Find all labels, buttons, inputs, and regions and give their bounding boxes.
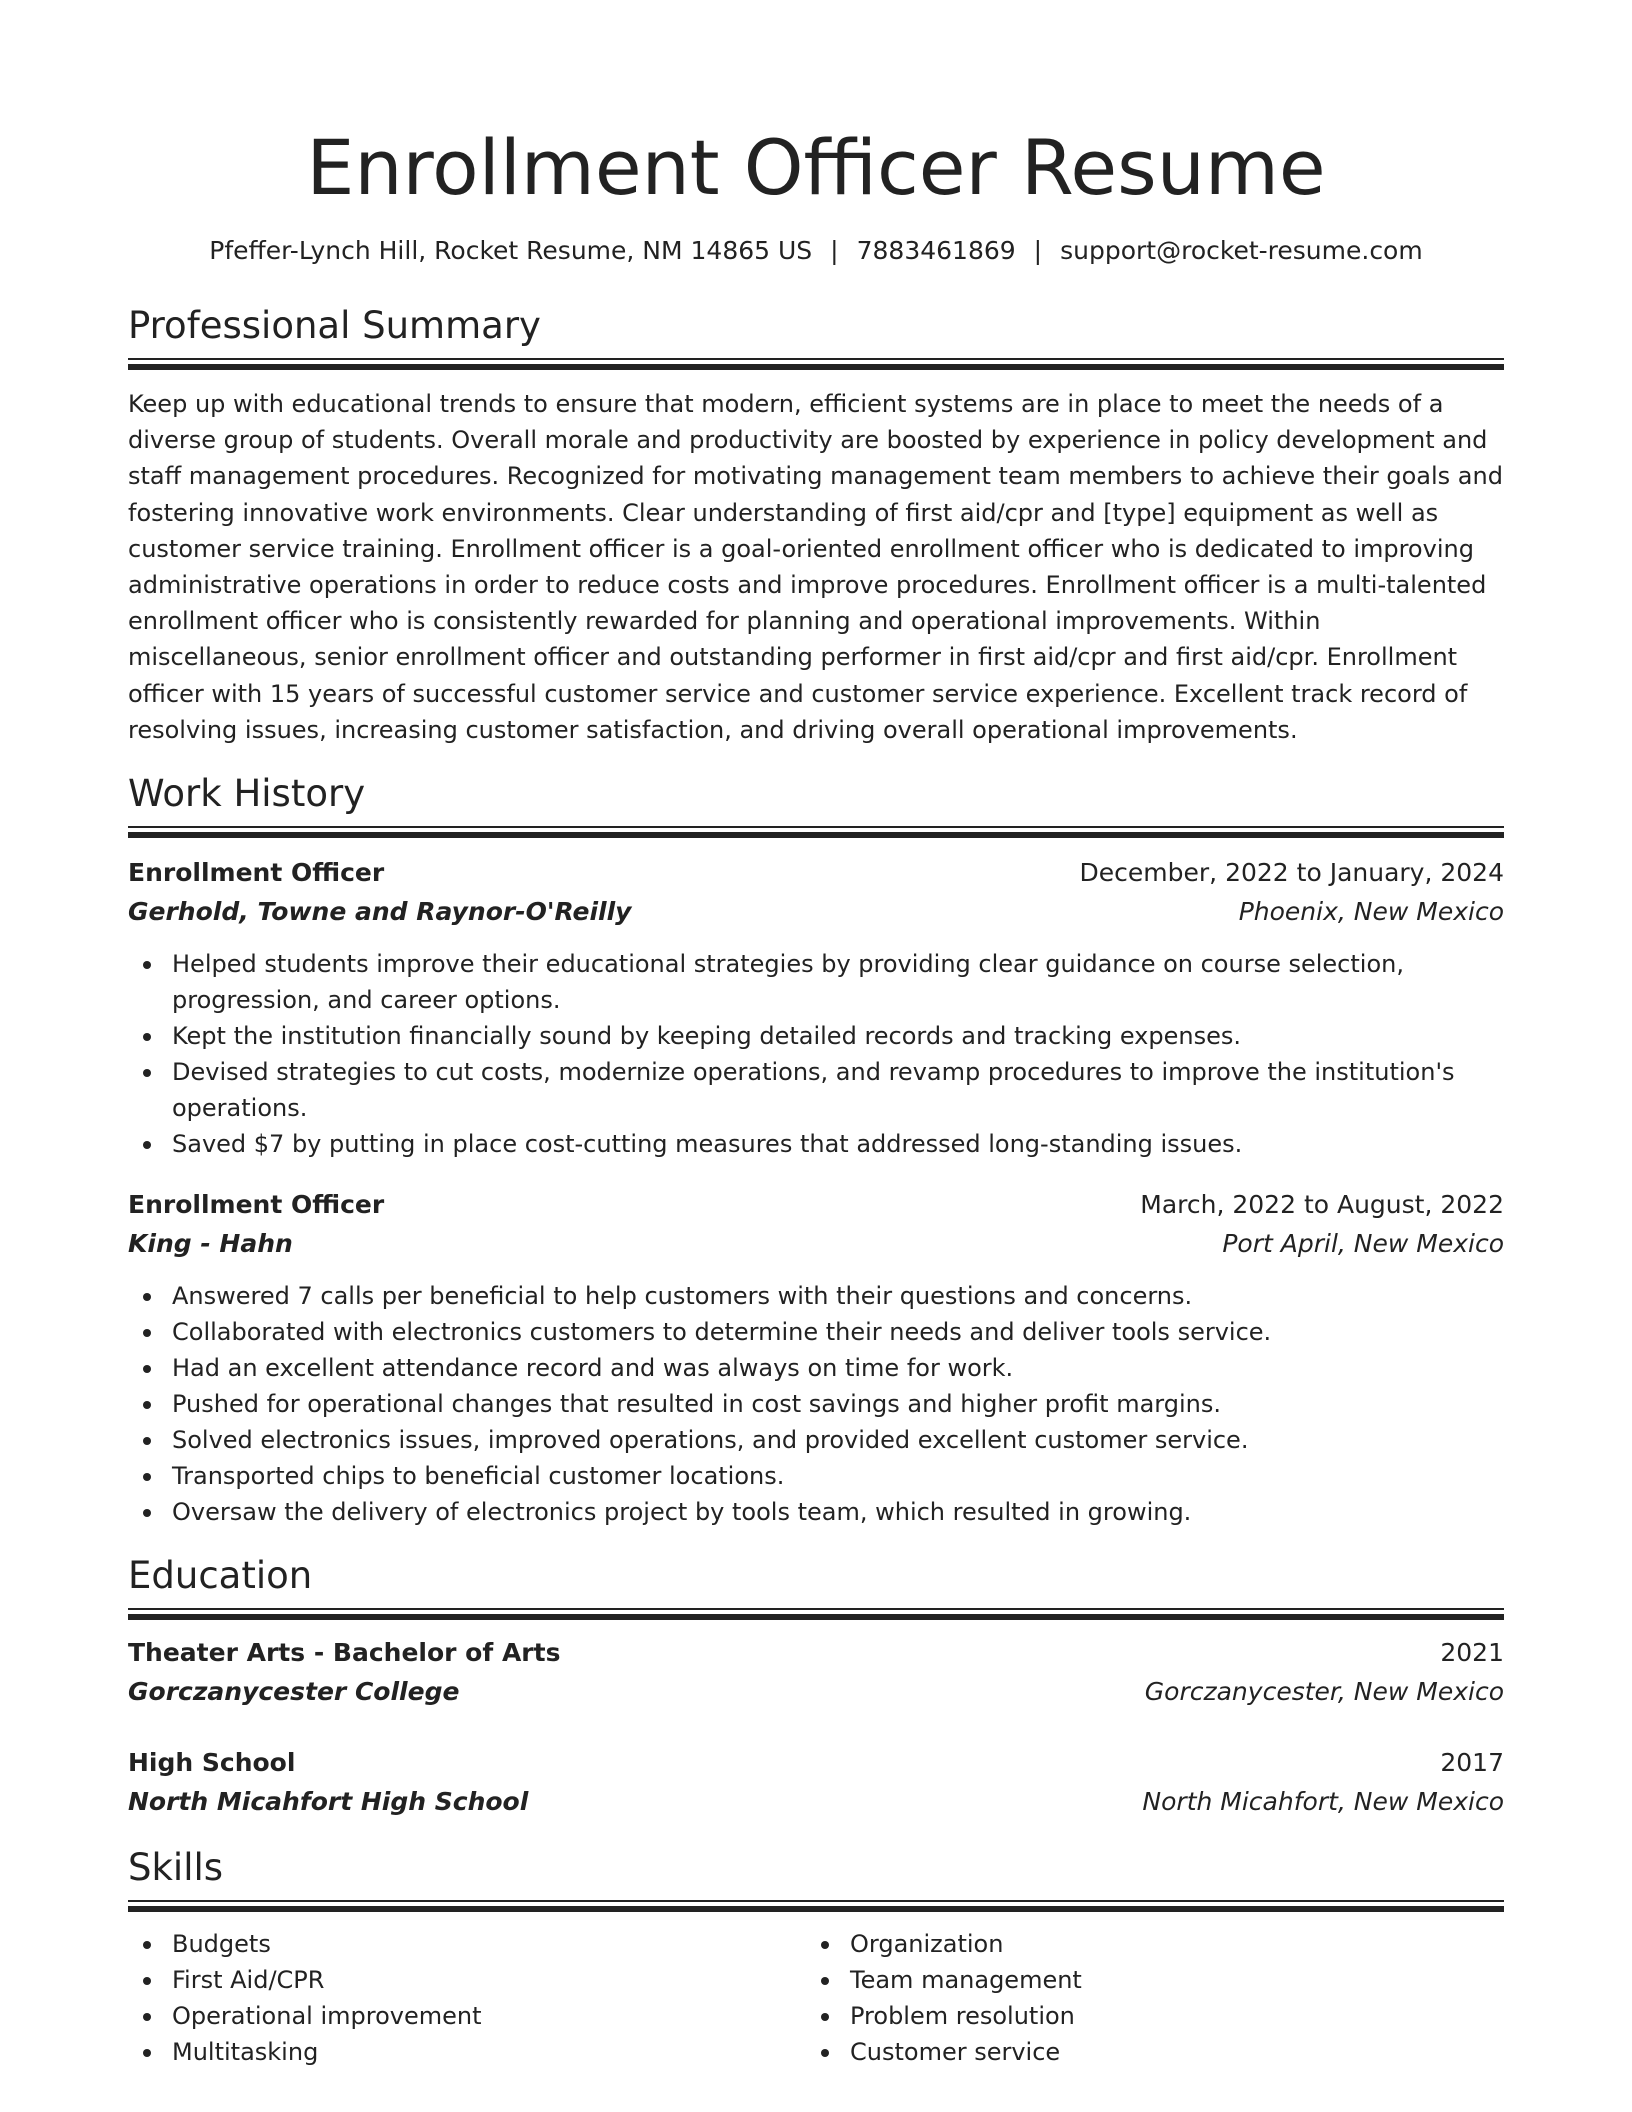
skill-item: Organization xyxy=(850,1926,1484,1962)
job-bullet: Saved $7 by putting in place cost-cutting measures that addressed long-standing issues. xyxy=(172,1126,1504,1162)
job-title: Enrollment Officer xyxy=(128,858,385,888)
section-divider xyxy=(128,358,1504,370)
job-header xyxy=(128,1186,1504,1224)
section-divider xyxy=(128,1608,1504,1620)
skills-column-left xyxy=(128,1926,806,2070)
education-school: Gorczanycester College xyxy=(128,1677,460,1707)
contact-line xyxy=(128,234,1504,268)
skills-heading: Skills xyxy=(128,1846,224,1890)
contact-separator: | xyxy=(830,236,839,265)
summary-text: Keep up with educational trends to ensure that modern, efficient systems are in place to meet the needs of a diverse group of students. Overall morale and productivity are boosted by experience in policy development and staff management procedures. Recognized for motivating management team members to achieve their goals and fostering innovative work environments. Clear understanding of first aid/cpr and [type] equipment as well as customer service training. Enrollment officer is a goal-oriented enrollment officer who is dedicated to improving administrative operations in order to reduce costs and improve procedures. Enrollment officer is a multi-talented enrollment officer who is consistently rewarded for planning and operational improvements. Within miscellaneous, senior enrollment officer and outstanding performer in first aid/cpr and first aid/cpr. Enrollment officer with 15 years of successful customer service and customer service experience. Excellent track record of resolving issues, increasing customer satisfaction, and driving overall operational improvements. xyxy=(128,390,1503,744)
section-divider xyxy=(128,826,1504,838)
education-subheader xyxy=(128,1782,1504,1822)
job-bullet: Devised strategies to cut costs, modernize operations, and revamp procedures to improve the institution's operations. xyxy=(172,1054,1504,1126)
job-bullets xyxy=(128,1278,1504,1530)
job-dates: December, 2022 to January, 2024 xyxy=(1079,858,1504,888)
job-bullet: Oversaw the delivery of electronics project by tools team, which resulted in growing. xyxy=(172,1494,1504,1530)
contact-address: Pfeffer-Lynch Hill, Rocket Resume, NM 14865 US xyxy=(209,236,813,265)
resume-page xyxy=(128,0,1504,2070)
education-location: Gorczanycester, New Mexico xyxy=(1144,1677,1504,1707)
education-section xyxy=(128,1552,1504,1822)
skill-item: Budgets xyxy=(172,1926,806,1962)
education-heading: Education xyxy=(128,1554,313,1598)
summary-heading: Professional Summary xyxy=(128,304,541,347)
contact-separator: | xyxy=(1033,236,1043,265)
job-header xyxy=(128,854,1504,892)
job-bullet: Transported chips to beneficial customer locations. xyxy=(172,1458,1504,1494)
job-subheader xyxy=(128,1224,1504,1264)
skills-columns xyxy=(128,1926,1504,2070)
education-degree: High School xyxy=(128,1748,296,1778)
skills-list xyxy=(806,1926,1484,2070)
job-location: Port April, New Mexico xyxy=(1222,1229,1504,1259)
job-bullet: Helped students improve their educational strategies by providing clear guidance on course selection, progression, and career options. xyxy=(172,946,1504,1018)
skill-item: First Aid/CPR xyxy=(172,1962,806,1998)
job-subheader xyxy=(128,892,1504,932)
job-company: Gerhold, Towne and Raynor-O'Reilly xyxy=(128,897,632,927)
job-bullet: Answered 7 calls per beneficial to help customers with their questions and concerns. xyxy=(172,1278,1504,1314)
contact-phone: 7883461869 xyxy=(856,236,1016,265)
education-header xyxy=(128,1634,1504,1672)
education-subheader xyxy=(128,1672,1504,1712)
job-location: Phoenix, New Mexico xyxy=(1238,897,1504,927)
job-bullet: Kept the institution financially sound by keeping detailed records and tracking expenses. xyxy=(172,1018,1504,1054)
job-bullet: Solved electronics issues, improved operations, and provided excellent customer service. xyxy=(172,1422,1504,1458)
resume-title: Enrollment Officer Resume xyxy=(306,123,1326,212)
job-title: Enrollment Officer xyxy=(128,1190,385,1220)
job-company: King - Hahn xyxy=(128,1229,293,1259)
education-year: 2017 xyxy=(1440,1748,1504,1778)
skill-item: Multitasking xyxy=(172,2034,806,2070)
job-bullet: Had an excellent attendance record and was always on time for work. xyxy=(172,1350,1504,1386)
skill-item: Problem resolution xyxy=(850,1998,1484,2034)
job-bullet: Collaborated with electronics customers to determine their needs and deliver tools service. xyxy=(172,1314,1504,1350)
job-dates: March, 2022 to August, 2022 xyxy=(1140,1190,1504,1220)
work-history-heading: Work History xyxy=(128,772,366,816)
summary-section xyxy=(128,302,1504,748)
work-history-section xyxy=(128,770,1504,1530)
education-school: North Micahfort High School xyxy=(128,1787,529,1817)
skills-column-right xyxy=(806,1926,1484,2070)
skill-item: Operational improvement xyxy=(172,1998,806,2034)
job-bullet: Pushed for operational changes that resulted in cost savings and higher profit margins. xyxy=(172,1386,1504,1422)
education-degree: Theater Arts - Bachelor of Arts xyxy=(128,1638,561,1668)
job-bullets xyxy=(128,946,1504,1162)
skills-section xyxy=(128,1844,1504,2070)
contact-email: support@rocket-resume.com xyxy=(1060,236,1423,265)
education-location: North Micahfort, New Mexico xyxy=(1142,1787,1504,1817)
section-divider xyxy=(128,1900,1504,1912)
education-entry xyxy=(128,1744,1504,1822)
education-entry xyxy=(128,1634,1504,1712)
skills-list xyxy=(128,1926,806,2070)
skill-item: Customer service xyxy=(850,2034,1484,2070)
education-year: 2021 xyxy=(1440,1638,1504,1668)
education-header xyxy=(128,1744,1504,1782)
job-entry xyxy=(128,1186,1504,1530)
job-entry xyxy=(128,854,1504,1162)
skill-item: Team management xyxy=(850,1962,1484,1998)
